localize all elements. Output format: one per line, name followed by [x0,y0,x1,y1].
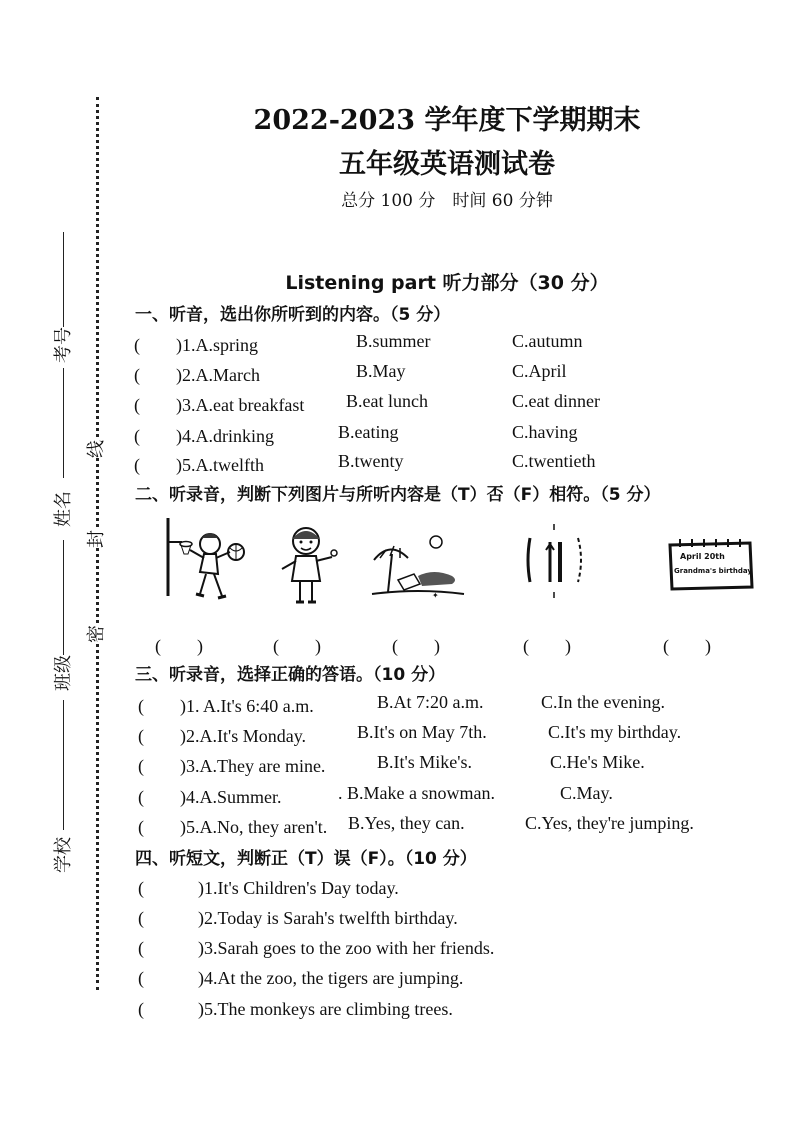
s2-bracket-1: ( ) [155,636,203,656]
calendar-frame-icon [666,537,754,593]
feng-char: 封 [86,530,107,548]
s1-q3-b: B.eat lunch [346,391,428,411]
s1-q2-c: C.April [512,361,567,381]
section2-heading: 二、听录音，判断下列图片与所听内容是（T）否（F）相符。（5 分） [135,485,661,505]
s1-q2-b: B.May [356,361,406,381]
class-line [63,540,64,655]
s3-q1-b: B.At 7:20 a.m. [377,692,484,712]
s1-q5-b: B.twenty [338,451,404,471]
s3-q4-b: . B.Make a snowman. [338,783,495,803]
s3-q4-c: C.May. [560,783,613,803]
s1-q3-a: ( )3.A.eat breakfast [134,395,305,415]
door-sign-picture [520,520,590,602]
name-line [63,368,64,478]
s3-q5-a: ( )5.A.No, they aren't. [138,817,328,837]
xian-char: 线 [86,440,107,458]
s1-q1-b: B.summer [356,331,431,351]
s3-q3-a: ( )3.A.They are mine. [138,756,326,776]
s3-q2-a: ( )2.A.It's Monday. [138,726,307,746]
school-label: 学校 [53,837,74,873]
s2-bracket-5: ( ) [663,636,711,656]
beach-picture [368,532,468,600]
part-title: Listening part 听力部分（30 分） [285,272,609,294]
s3-q4-a: ( )4.A.Summer. [138,787,282,807]
name-label: 姓名 [53,491,74,527]
s1-q4-c: C.having [512,422,578,442]
calendar-picture [666,537,754,593]
svg-text:✦: ✦ [432,591,439,600]
calendar-event: Grandma's birthday [674,567,752,575]
s3-q3-c: C.He's Mike. [550,752,645,772]
s3-q1-c: C.In the evening. [541,692,665,712]
s2-bracket-4: ( ) [523,636,571,656]
s4-item-3: ( )3.Sarah goes to the zoo with her friends. [138,938,495,958]
school-line [63,700,64,830]
section1-heading: 一、听音，选出你所听到的内容。（5 分） [135,305,451,325]
s3-q5-c: C.Yes, they're jumping. [525,813,694,833]
s1-q4-a: ( )4.A.drinking [134,426,274,446]
class-label: 班级 [53,655,74,691]
s1-q3-c: C.eat dinner [512,391,600,411]
girl-picture [272,521,344,607]
s4-item-4: ( )4.At the zoo, the tigers are jumping. [138,968,464,988]
section4-heading: 四、听短文，判断正（T）误（F）。（10 分） [135,849,477,869]
s1-q1-a: ( )1.A.spring [134,335,258,355]
exam-no-label: 考号 [53,327,74,363]
exam-info: 总分 100 分 时间 60 分钟 [341,191,553,211]
s4-item-1: ( )1.It's Children's Day today. [138,878,399,898]
calendar-date: April 20th [680,552,725,561]
s3-q1-a: ( )1. A.It's 6:40 a.m. [138,696,314,716]
s2-bracket-3: ( ) [392,636,440,656]
s2-bracket-2: ( ) [273,636,321,656]
s3-q3-b: B.It's Mike's. [377,752,472,772]
s1-q5-a: ( )5.A.twelfth [134,455,264,475]
s4-item-2: ( )2.Today is Sarah's twelfth birthday. [138,908,458,928]
exam-subtitle: 五年级英语测试卷 [339,149,555,180]
basketball-player-picture [160,514,255,606]
s3-q5-b: B.Yes, they can. [348,813,465,833]
s1-q1-c: C.autumn [512,331,583,351]
s1-q4-b: B.eating [338,422,399,442]
s1-q2-a: ( )2.A.March [134,365,260,385]
s3-q2-c: C.It's my birthday. [548,722,682,742]
exam-title: 2022-2023 学年度下学期期末 [253,105,641,136]
s1-q5-c: C.twentieth [512,451,596,471]
s4-item-5: ( )5.The monkeys are climbing trees. [138,999,453,1019]
mi-char: 密 [86,625,107,643]
s3-q2-b: B.It's on May 7th. [357,722,487,742]
section3-heading: 三、听录音，选择正确的答语。（10 分） [135,665,446,685]
